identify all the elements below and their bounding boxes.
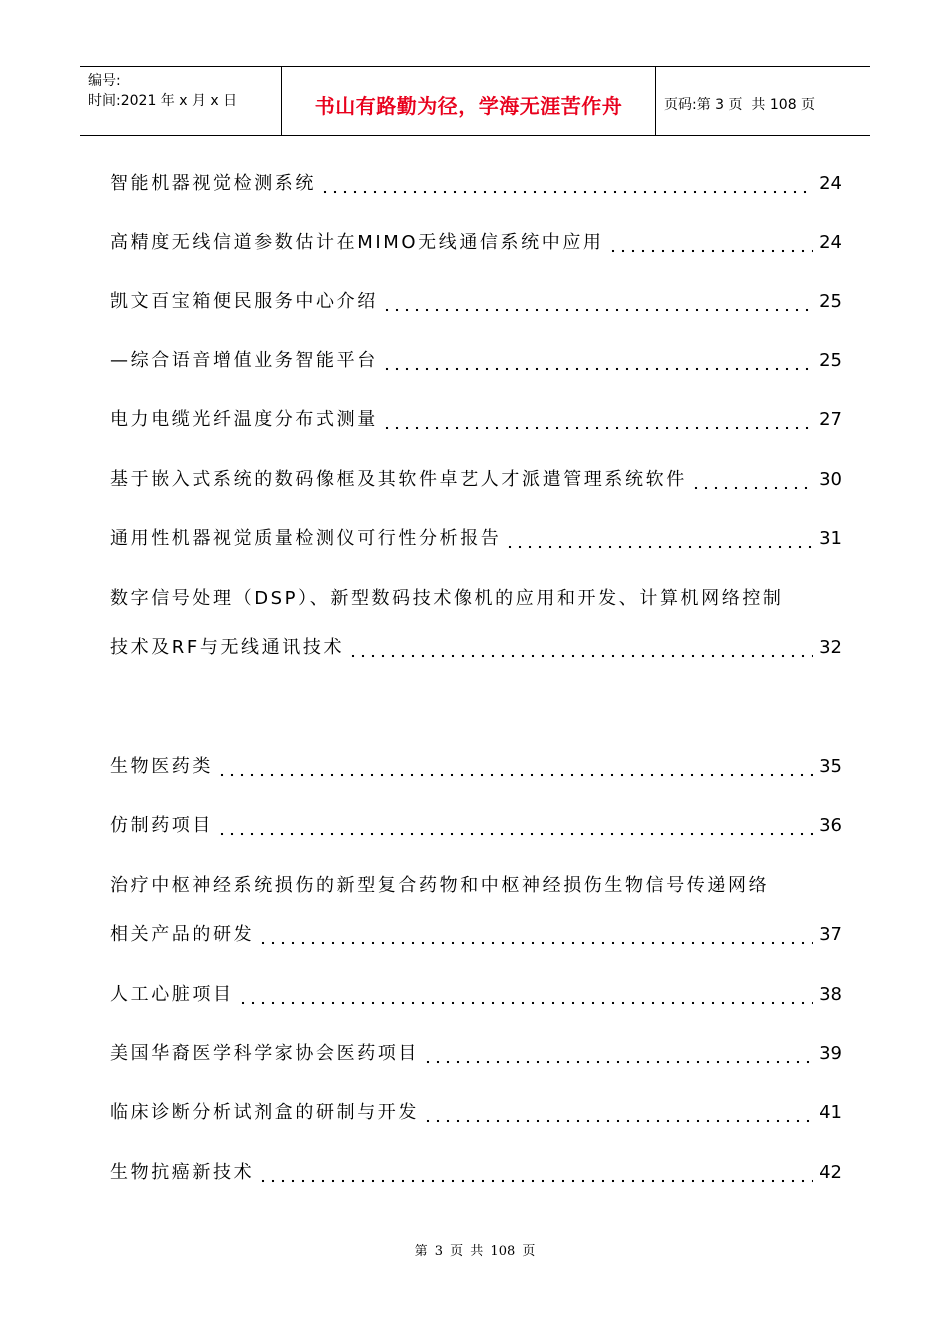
toc-entry-title: 高精度无线信道参数估计在MIMO无线通信系统中应用 — [110, 232, 604, 253]
toc-dot-leader — [258, 1179, 813, 1183]
page-header — [80, 66, 870, 136]
toc-entry-line[interactable] — [110, 872, 842, 900]
toc-entry[interactable] — [110, 1159, 842, 1187]
toc-entry-page: 24 — [819, 173, 842, 194]
document-date-label: 时间:2021 年 x 月 x 日 — [88, 93, 238, 109]
toc-entry-page: 39 — [819, 1043, 842, 1064]
toc-entry-title: —综合语音增值业务智能平台 — [110, 350, 378, 371]
toc-dot-leader — [423, 1060, 813, 1064]
toc-entry-page: 25 — [819, 291, 842, 312]
toc-entry-title: 凯文百宝箱便民服务中心介绍 — [110, 291, 378, 312]
toc-entry-title: 基于嵌入式系统的数码像框及其软件卓艺人才派遣管理系统软件 — [110, 469, 687, 490]
toc-entry-page: 32 — [819, 637, 842, 658]
toc-entry-page: 35 — [819, 756, 842, 777]
toc-entry[interactable] — [110, 406, 842, 434]
header-motto: 书山有路勤为径，学海无涯苦作舟 — [282, 67, 656, 135]
toc-entry-title: 相关产品的研发 — [110, 924, 255, 945]
toc-entry-line[interactable] — [110, 585, 842, 613]
toc-entry-title: 通用性机器视觉质量检测仪可行性分析报告 — [110, 528, 502, 549]
toc-entry-title: 智能机器视觉检测系统 — [110, 173, 316, 194]
toc-entry-page: 37 — [819, 924, 842, 945]
toc-entry-title: 临床诊断分析试剂盒的研制与开发 — [110, 1102, 419, 1123]
toc-entry-page: 41 — [819, 1102, 842, 1123]
toc-entry[interactable] — [110, 1099, 842, 1127]
toc-entry-page: 38 — [819, 984, 842, 1005]
document-number-label: 编号: — [88, 73, 121, 89]
toc-entry-page: 42 — [819, 1162, 842, 1183]
header-meta — [80, 67, 282, 135]
toc-entry-page: 25 — [819, 350, 842, 371]
toc-dot-leader — [348, 654, 813, 658]
toc-entry[interactable] — [110, 466, 842, 494]
toc-entry[interactable] — [110, 347, 842, 375]
toc-entry-page: 31 — [819, 528, 842, 549]
toc-dot-leader — [238, 1001, 813, 1005]
toc-dot-leader — [505, 545, 813, 549]
toc-dot-leader — [382, 308, 813, 312]
toc-entry-title: 仿制药项目 — [110, 815, 213, 836]
toc-dot-leader — [608, 249, 814, 253]
toc-entry-title: 生物医药类 — [110, 756, 213, 777]
toc-entry[interactable] — [110, 981, 842, 1009]
toc-entry-title: 技术及RF与无线通讯技术 — [110, 637, 345, 658]
toc-entry-title: 数字信号处理（DSP）、新型数码技术像机的应用和开发、计算机网络控制 — [110, 588, 784, 609]
toc-entry[interactable] — [110, 525, 842, 553]
toc-entry-page: 36 — [819, 815, 842, 836]
toc-dot-leader — [382, 426, 813, 430]
toc-entry[interactable] — [110, 288, 842, 316]
toc-dot-leader — [258, 941, 813, 945]
toc-entry[interactable] — [110, 812, 842, 840]
toc-dot-leader — [217, 773, 813, 777]
toc-entry[interactable] — [110, 634, 842, 662]
toc-dot-leader — [217, 832, 813, 836]
toc-entry-page: 27 — [819, 409, 842, 430]
toc-entry-page: 30 — [819, 469, 842, 490]
toc-entry-title: 电力电缆光纤温度分布式测量 — [110, 409, 378, 430]
toc-entry-title: 治疗中枢神经系统损伤的新型复合药物和中枢神经损伤生物信号传递网络 — [110, 875, 770, 896]
toc-entry[interactable] — [110, 229, 842, 257]
toc-entry[interactable] — [110, 753, 842, 781]
header-page-info: 页码:第 3 页 共 108 页 — [664, 97, 816, 113]
toc-entry-title: 人工心脏项目 — [110, 984, 234, 1005]
page-footer — [0, 1240, 950, 1259]
footer-page-number: 第 3 页 共 108 页 — [414, 1244, 536, 1259]
toc-entry-title: 美国华裔医学科学家协会医药项目 — [110, 1043, 419, 1064]
toc-entry[interactable] — [110, 1040, 842, 1068]
toc-entry-title: 生物抗癌新技术 — [110, 1162, 255, 1183]
toc-dot-leader — [423, 1119, 813, 1123]
toc-dot-leader — [382, 367, 813, 371]
toc-entry[interactable] — [110, 170, 842, 198]
toc-entry-page: 24 — [819, 232, 842, 253]
toc-dot-leader — [320, 190, 813, 194]
toc-entry[interactable] — [110, 921, 842, 949]
toc-dot-leader — [691, 486, 813, 490]
header-page-info-cell — [656, 67, 870, 135]
